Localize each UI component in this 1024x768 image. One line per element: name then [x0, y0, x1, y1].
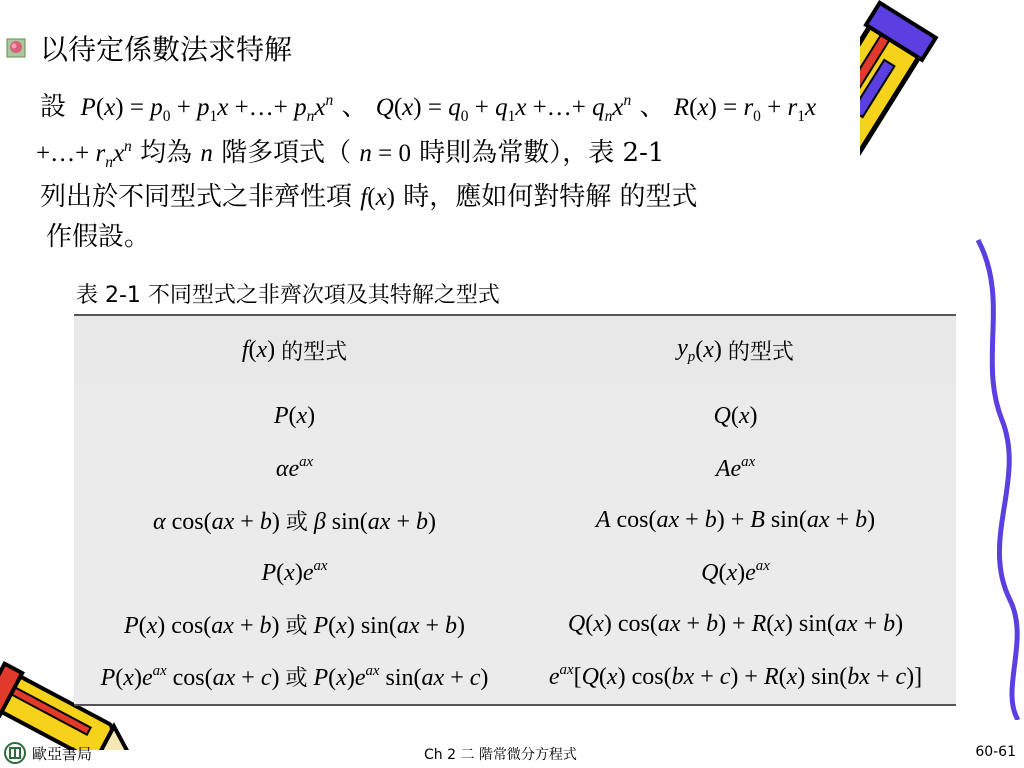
separator: 、	[639, 92, 666, 122]
table-row	[74, 442, 956, 494]
r-polynomial: $R(x) = r_0 + r_1x$	[673, 94, 817, 125]
fx-symbol: f(x)	[360, 184, 395, 211]
r-polynomial-cont: +…+ $r_nx^n$	[36, 138, 132, 171]
publisher-logo-icon	[4, 742, 26, 764]
body-line-2: +…+ $r_nx^n$ 均為 n 階多項式（ n = 0 時則為常數），表 2-1	[36, 138, 665, 171]
chapter-label: Ch 2 二 階常微分方程式	[424, 747, 577, 763]
n-symbol: n	[200, 140, 213, 167]
table-cell-left: $P(x)e^{ax}$	[261, 557, 328, 586]
table-row	[74, 546, 956, 598]
body-line-1	[40, 84, 816, 134]
table-header	[74, 314, 956, 386]
separator: 、	[341, 92, 368, 122]
table-cell-right: $Ae^{ax}$	[715, 453, 756, 482]
table-cell-left: P(x)	[273, 402, 316, 429]
table-cell-right: Q(x)	[713, 402, 758, 429]
title-row	[6, 28, 292, 68]
flower-bullet-icon	[6, 38, 26, 58]
table-cell-left: α cos(ax + b) 或 β sin(ax + b)	[153, 508, 436, 535]
q-polynomial: $Q(x) = q_0 + q_1x$ +…+ $q_nx^n$	[375, 92, 632, 125]
table-cell-right: A cos(ax + b) + B sin(ax + b)	[595, 506, 876, 533]
body-line-4: 作假設。	[46, 222, 151, 252]
publisher-name: 歐亞書局	[32, 744, 93, 763]
footer	[0, 740, 1024, 768]
table-row	[74, 390, 956, 442]
text-segment: 列出於不同型式之非齊性項	[40, 182, 353, 212]
table-caption: 表 2-1 不同型式之非齊次項及其特解之型式	[76, 283, 500, 308]
publisher	[4, 742, 92, 764]
text-segment: 時則為常數），表 2-1	[419, 138, 665, 168]
table-row	[74, 494, 956, 546]
p-polynomial: $P(x) = p_0 + p_1x$ +…+ $p_nx^n$	[80, 92, 334, 125]
text-segment: 均為	[140, 138, 193, 168]
table-cell-right: Q(x) cos(ax + b) + R(x) sin(ax + b)	[567, 610, 904, 637]
slide-title: 以待定係數法求特解	[40, 33, 293, 66]
table-cell-left: P(x) cos(ax + b) 或 P(x) sin(ax + b)	[123, 612, 466, 639]
table-row	[74, 598, 956, 650]
text-segment: 階多項式（	[221, 138, 352, 168]
text-segment: 時，應如何對特解 的型式	[403, 182, 698, 212]
table-cell-right: $Q(x)e^{ax}$	[701, 557, 770, 586]
body-line-3	[40, 180, 698, 215]
table-cell-left: $P(x)e^{ax}$ cos(ax + c) 或 $P(x)e^{ax}$ sin(ax + c)	[100, 662, 489, 691]
page-number: 60-61	[975, 744, 1016, 760]
lead-word: 設	[40, 92, 67, 122]
table-row	[74, 650, 956, 702]
table-cell-left: $\alpha e^{ax}$	[275, 453, 314, 482]
particular-solution-table	[74, 314, 956, 706]
table-body	[74, 384, 956, 706]
header-left: f ( x ) 的型式	[241, 336, 348, 365]
header-right: $y_p$ ( x ) 的型式	[677, 334, 794, 365]
table-cell-right: $e^{ax}[Q(x) \cos(bx + c) + R(x) \sin(bx + c)]$	[548, 661, 923, 690]
